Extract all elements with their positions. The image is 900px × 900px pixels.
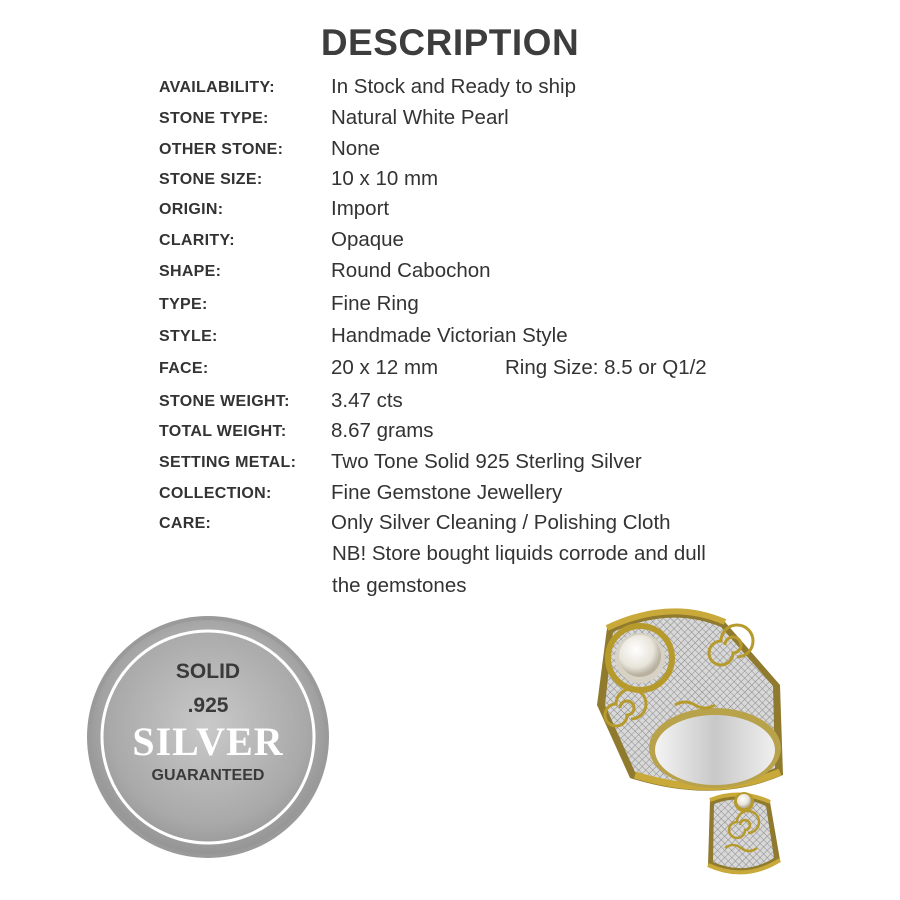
spec-label: SHAPE: [159, 263, 222, 280]
spec-row-shape [0, 259, 900, 289]
spec-row-stone-size [0, 167, 900, 197]
spec-value: Round Cabochon [331, 259, 491, 282]
spec-row-availability [0, 75, 900, 105]
spec-value: Fine Ring [331, 292, 419, 315]
seal-line-solid: SOLID [175, 660, 241, 683]
spec-label: CLARITY: [159, 232, 235, 249]
spec-label: FACE: [159, 360, 209, 377]
spec-value: Only Silver Cleaning / Polishing Cloth [331, 511, 671, 534]
spec-label: CARE: [159, 515, 212, 532]
spec-row-type [0, 292, 900, 322]
spec-row-style [0, 324, 900, 354]
spec-value: 3.47 cts [331, 389, 403, 412]
spec-value: 8.67 grams [331, 419, 434, 442]
seal-line-925: .925 [187, 694, 229, 717]
spec-label: TYPE: [159, 296, 208, 313]
spec-row-clarity [0, 228, 900, 258]
silver-guarantee-seal [85, 614, 331, 860]
care-note-line-2: the gemstones [332, 574, 467, 597]
spec-row-setting-metal [0, 450, 900, 480]
spec-row-face [0, 356, 900, 386]
spec-label: ORIGIN: [159, 201, 224, 218]
spec-value: Import [331, 197, 390, 220]
spec-row-origin [0, 197, 900, 227]
ring-product-image [575, 600, 805, 895]
spec-value: None [331, 137, 381, 160]
spec-value: 10 x 10 mm [331, 167, 439, 190]
spec-value: Handmade Victorian Style [331, 324, 568, 347]
spec-label: STONE TYPE: [159, 110, 269, 127]
spec-row-other-stone [0, 137, 900, 167]
spec-value: Two Tone Solid 925 Sterling Silver [331, 450, 642, 473]
spec-label: AVAILABILITY: [159, 79, 275, 96]
spec-label: TOTAL WEIGHT: [159, 423, 287, 440]
spec-row-stone-weight [0, 389, 900, 419]
spec-label: OTHER STONE: [159, 141, 284, 158]
care-note-line-1: NB! Store bought liquids corrode and dull [332, 542, 706, 565]
spec-value: 20 x 12 mm [331, 356, 439, 379]
spec-label: STYLE: [159, 328, 218, 345]
seal-line-silver: SILVER [132, 719, 284, 764]
seal-line-guaranteed: GUARANTEED [151, 767, 265, 784]
spec-value: Opaque [331, 228, 404, 251]
ring-icon [575, 600, 805, 895]
spec-value: In Stock and Ready to ship [331, 75, 577, 98]
spec-row-total-weight [0, 419, 900, 449]
spec-label: SETTING METAL: [159, 454, 297, 471]
spec-row-stone-type [0, 106, 900, 136]
spec-label: STONE SIZE: [159, 171, 263, 188]
spec-label: STONE WEIGHT: [159, 393, 290, 410]
spec-row-care [0, 511, 900, 541]
spec-row-collection [0, 481, 900, 511]
page-title: DESCRIPTION [320, 22, 580, 63]
spec-label: COLLECTION: [159, 485, 272, 502]
spec-value: Natural White Pearl [331, 106, 509, 129]
spec-value: Fine Gemstone Jewellery [331, 481, 563, 504]
ring-size-value: Ring Size: 8.5 or Q1/2 [505, 356, 707, 379]
